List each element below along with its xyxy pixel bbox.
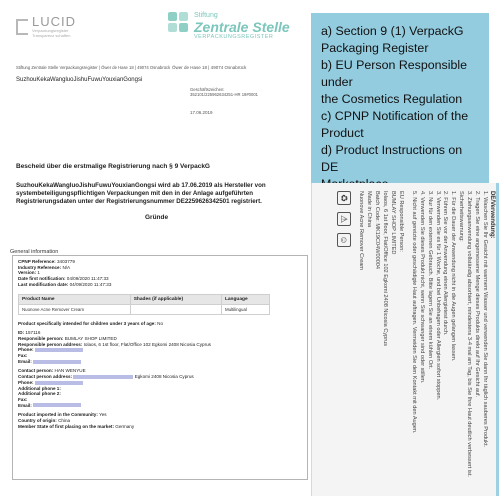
pictogram-row — [338, 191, 352, 488]
brand-name: Nuonove Acne Remover Cream — [358, 191, 365, 270]
batch-code: Batch Code: MK19C04W00004 — [374, 191, 381, 270]
contact-person-address: Contact person address: Egkomi 2408 Nicosia Cyprus — [18, 374, 194, 380]
usage-line: Sicherheitswarnung: — [458, 191, 465, 242]
eu-rp-line: EU Responsible Person: — [397, 191, 404, 252]
product-box-rotated-text — [312, 183, 499, 496]
col-shades: Shades (if applicable) — [130, 294, 221, 304]
registration-letter — [0, 0, 310, 240]
rp-email: Email: — [18, 359, 302, 365]
cpnp-reference: CPNP Reference: 3403779 — [18, 259, 75, 264]
redaction-bar — [33, 360, 81, 364]
usage-line: 1. Waschen Sie Ihr Gesicht mit warmem Wasser und verwenden Sie dann Ihr täglich sauberes Produkt. — [482, 191, 488, 448]
letter-subject: Bescheid über die erstmalige Registrierung nach § 9 VerpackG — [16, 163, 210, 170]
redaction-bar — [33, 403, 81, 407]
rp-phone: Phone: — [18, 347, 302, 353]
general-info-label: General information — [10, 249, 59, 255]
product-table — [18, 294, 270, 315]
usage-line: 3. Ziehungsanwendung vollständig absorbiert, mindestens 3-4 mal am Tag, bis Sie Ihre Haut deutlich verbessert ist. — [466, 191, 473, 477]
lucid-logo-text: LUCID — [32, 14, 77, 29]
additional-phone-2: Additional phone 2: — [18, 391, 61, 397]
cell-shades — [130, 304, 221, 314]
usage-title: DE/Verwendung: — [489, 191, 495, 239]
callout-line: Packaging Register — [321, 41, 429, 55]
document-list-callout — [311, 13, 489, 183]
table-row — [19, 304, 270, 314]
rp-fax: Fax: — [18, 353, 28, 359]
cell-language: Multilingual — [221, 304, 269, 314]
contact-fax: Fax: — [18, 396, 28, 402]
contact-email: Email: — [18, 403, 302, 409]
letter-date: 17.06.2019 — [190, 110, 213, 115]
cpnp-notification — [12, 255, 308, 480]
eu-rp-line: Iolaos, 6 1st floor, Flat/Office 102 Egkomi 2408 Nicosia Cyprus — [382, 191, 389, 347]
table-header-row — [19, 294, 270, 304]
children-flag: Product specifically intended for children under 3 years of age: No — [18, 320, 164, 326]
callout-line: c) CPNP Notification of the — [321, 109, 469, 123]
made-in: Made in China — [366, 191, 373, 228]
box-edge-stripe — [496, 183, 499, 496]
contact-person: Contact person: HAN WENYUE — [18, 368, 86, 374]
first-placing-state: Member State of first placing on the market: Germany — [18, 423, 135, 429]
letter-body: SuzhouKekaWangluoJishuFuwuYouxianGongsi wird ab 17.06.2019 als Hersteller von systembeteiligungspflichtigen Verpackungen mit den in der Anlage aufgeführten Registrierungsdaten unter der Registrierungsnummer DE2259626342501 registriert. — [16, 182, 266, 205]
contact-phone: Phone: — [18, 380, 302, 386]
redaction-bar — [73, 375, 133, 379]
sender-line: Stiftung Zentrale Stelle Verpackungsregister | Öwer de Hase 18 | 49074 Osnabrück — [16, 65, 171, 70]
file-number-value: 352101/225962634251-HR 19#0001 — [190, 92, 258, 97]
usage-line: 3. Verwenden Sie es für 1 Woche, und bei Unbehagen oder Allergien sofort stoppen. — [434, 191, 441, 401]
additional-phone-1: Additional phone 1: — [18, 385, 61, 391]
lucid-logo-icon — [16, 19, 28, 35]
warning-icon: ⚠ — [338, 212, 352, 226]
callout-line: Product — [321, 126, 364, 140]
rp-id: ID: 157116 — [18, 330, 41, 336]
callout-line: b) EU Person Responsible under — [321, 58, 468, 89]
recipient-name: SuzhouKekaWangluoJishuFuwuYouxianGongsi — [16, 77, 143, 83]
col-product-name: Product Name — [19, 294, 131, 304]
product-box-label — [311, 183, 499, 496]
lucid-logo — [16, 16, 76, 38]
responsible-person: Responsible person: BUMLAY SHOP LIMITED — [18, 335, 117, 341]
reasons-heading: Gründe — [145, 214, 169, 221]
imported-flag: Product imported in the Community: Yes — [18, 412, 107, 418]
industry-reference: Industry Reference: N/A — [18, 264, 71, 270]
col-language: Language — [221, 294, 269, 304]
callout-line: a) Section 9 (1) VerpackG — [321, 24, 464, 38]
lucid-tagline-1: Verpackungsregister — [32, 28, 69, 33]
usage-line: 1. Für die Dauer der Anwendung nicht in die Augen gelangen lassen. — [450, 191, 457, 362]
zsvr-logo-line1: Stiftung — [194, 12, 218, 19]
zsvr-logo — [168, 12, 290, 41]
last-modification-date: Last modification date: 04/09/2020 11:47:33 — [18, 281, 112, 287]
lucid-tagline-2: Transparenz schaffen — [32, 33, 71, 38]
usage-line: 3. Nur für den externen Gebrauch. Bitte lagern Sie an einem kühlen Ort. — [426, 191, 433, 370]
callout-line: the Cosmetics Regulation — [321, 92, 463, 106]
responsible-person-address: Responsible person address: Iolaos, 6 1st floor, Flat/Office 102 Egkomi 2408 Nicosia Cyprus — [18, 341, 211, 347]
redaction-bar — [35, 348, 83, 352]
recycle-icon: ♻ — [338, 191, 352, 205]
country-of-origin: Country of origin: China — [18, 418, 71, 424]
office-address: Öwer de Hase 18 | 49074 Osnabrück — [172, 65, 247, 70]
usage-line: 2. Führen Sie vor der Anwendung einen Allergietest durch. — [442, 191, 449, 336]
smiley-icon: ☺ — [338, 233, 352, 247]
callout-line: d) Product Instructions on DE — [321, 143, 463, 174]
usage-line: 5. Nicht auf gereizte oder geschädigte Haut auftragen. Vermeiden Sie den Kontakt mit den Augen. — [410, 191, 417, 434]
redaction-bar — [35, 381, 83, 385]
zsvr-logo-line3: VERPACKUNGSREGISTER — [194, 34, 274, 40]
file-number-label: Geschäftszeichen: — [190, 87, 225, 92]
usage-line: 2. Tragen Sie eine angemessene Menge dieses Produkts direkt auf Ihr Gesicht auf. — [474, 191, 481, 398]
usage-line: 4. Verwenden Sie dieses Produkt nicht, wenn Sie schwanger sind oder stillen. — [418, 191, 425, 384]
first-notification-date: Date first notification: 04/09/2020 11:47:33 — [18, 276, 109, 282]
eu-rp-line: BUMLAY SHOP LIMITED — [390, 191, 397, 255]
version: Version: 1 — [18, 270, 40, 276]
zsvr-logo-icon — [168, 12, 190, 34]
zsvr-logo-line2: Zentrale Stelle — [194, 19, 290, 35]
cell-product-name: Nuonove Acne Remover Cream — [19, 304, 131, 314]
